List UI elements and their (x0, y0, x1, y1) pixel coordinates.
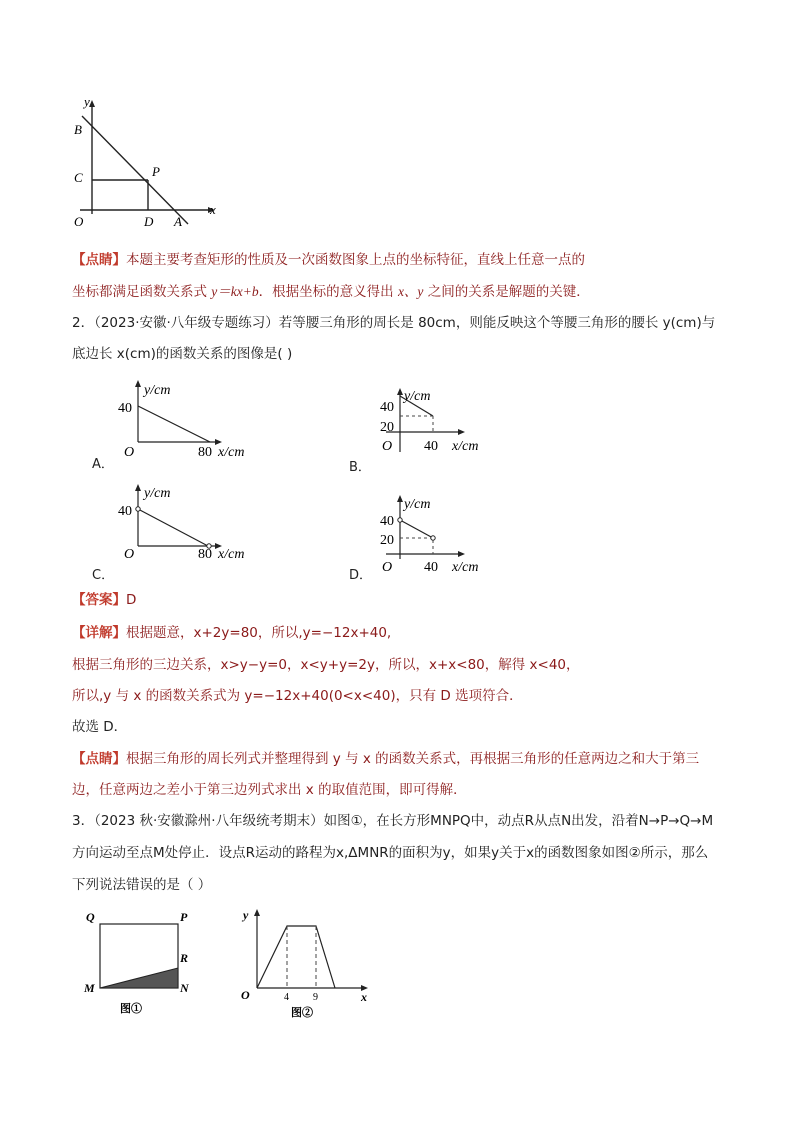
label-y: y (84, 94, 90, 109)
svg-text:y/cm: y/cm (144, 383, 171, 398)
dianjing1-line2: 坐标都满足函数关系式 y＝kx+b．根据坐标的意义得出 x、y 之间的关系是解题的关键． (72, 284, 590, 300)
detail-line4: 故选 D． (72, 719, 128, 735)
graph-option-d (378, 495, 508, 575)
dianjing2-line1: 【点睛】根据三角形的周长列式并整理得到 y 与 x 的函数关系式，再根据三角形的任意两边之和大于第三 (72, 751, 700, 767)
svg-text:x/cm: x/cm (452, 439, 479, 454)
label-P: P (152, 164, 160, 179)
dianjing1-line1: 【点睛】本题主要考查矩形的性质及一次函数图象上点的坐标特征，直线上任意一点的 (72, 252, 585, 268)
option-a-label[interactable]: A． (92, 457, 114, 472)
q3-stem-line2: 方向运动至点M处停止．设点R运动的路程为x,ΔMNR的面积为y，如果y关于x的函数图象如图②所示，那么 (72, 845, 709, 861)
svg-text:N: N (180, 981, 189, 995)
svg-text:x/cm: x/cm (218, 445, 245, 460)
answer-line: 【答案】D (72, 592, 137, 608)
svg-text:O: O (241, 988, 250, 1002)
option-d-label[interactable]: D． (349, 568, 373, 583)
svg-text:80: 80 (198, 547, 212, 562)
graph-option-a (112, 380, 272, 460)
svg-text:40: 40 (424, 439, 438, 454)
svg-text:O: O (124, 547, 135, 562)
label-O: O (74, 214, 84, 229)
q2-stem-line1: 2．（2023·安徽·八年级专题练习）若等腰三角形的周长是 80cm，则能反映这个等腰三角形的腰长 y(cm)与 (72, 315, 716, 331)
q2-stem-line2: 底边长 x(cm)的函数关系的图像是( ) (72, 346, 293, 362)
svg-text:80: 80 (198, 445, 212, 460)
svg-text:y/cm: y/cm (404, 497, 431, 512)
svg-text:M: M (84, 981, 95, 995)
graph-option-b (378, 388, 508, 468)
svg-text:40: 40 (380, 400, 394, 415)
svg-text:y/cm: y/cm (404, 389, 431, 404)
svg-text:图①: 图① (120, 1003, 142, 1015)
svg-text:9: 9 (313, 992, 318, 1003)
dianjing2-line2: 边，任意两边之差小于第三边列式求出 x 的取值范围，即可得解． (72, 782, 467, 798)
svg-text:x: x (361, 990, 367, 1004)
svg-text:x/cm: x/cm (452, 560, 479, 575)
label-D: D (144, 214, 154, 229)
svg-text:图②: 图② (291, 1007, 313, 1019)
figure-1-rectangle (82, 905, 202, 1015)
option-c-label[interactable]: C． (92, 568, 115, 583)
svg-text:y/cm: y/cm (144, 486, 171, 501)
svg-text:20: 20 (380, 420, 394, 435)
label-B: B (74, 122, 82, 137)
svg-text:40: 40 (118, 504, 132, 519)
label-A: A (174, 214, 182, 229)
q3-stem-line3: 下列说法错误的是（ ） (72, 877, 212, 893)
option-b-label[interactable]: B． (349, 460, 371, 475)
svg-text:O: O (124, 445, 135, 460)
svg-text:O: O (382, 560, 393, 575)
figure-2-graph (235, 905, 375, 1020)
detail-line2: 根据三角形的三边关系，x>y−y=0，x<y+y=2y，所以，x+x<80，解得 x<40， (72, 657, 580, 673)
svg-text:P: P (180, 910, 188, 924)
svg-text:x/cm: x/cm (218, 547, 245, 562)
svg-text:40: 40 (380, 514, 394, 529)
graph-option-c (112, 484, 272, 564)
svg-text:O: O (382, 439, 393, 454)
svg-text:20: 20 (380, 533, 394, 548)
label-x: x (210, 202, 216, 217)
svg-text:40: 40 (118, 401, 132, 416)
detail-line3: 所以,y 与 x 的函数关系式为 y=−12x+40(0<x<40)，只有 D 选项符合． (72, 688, 523, 704)
detail-line1: 【详解】根据题意，x+2y=80，所以,y=−12x+40, (72, 625, 392, 641)
svg-text:y: y (243, 908, 249, 922)
svg-text:R: R (180, 951, 189, 965)
coordinate-figure (70, 96, 220, 236)
label-C: C (74, 170, 83, 185)
svg-text:4: 4 (284, 992, 289, 1003)
svg-text:Q: Q (86, 910, 95, 924)
q3-stem-line1: 3．（2023 秋·安徽滁州·八年级统考期末）如图①，在长方形MNPQ中，动点R从点N出发，沿着N→P→Q→M (72, 813, 714, 829)
svg-text:40: 40 (424, 560, 438, 575)
